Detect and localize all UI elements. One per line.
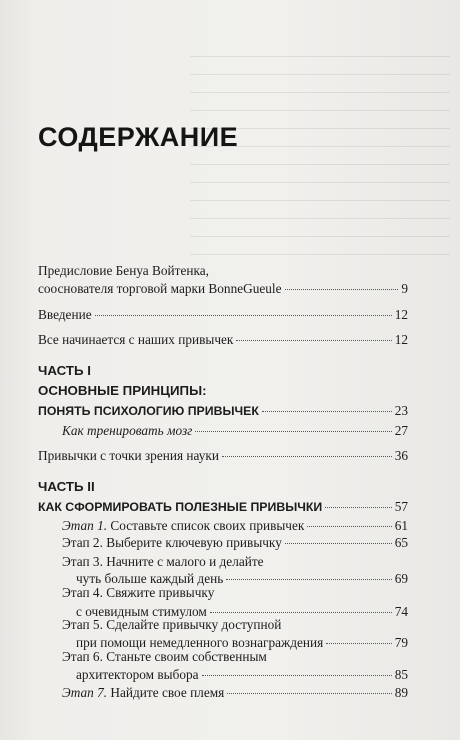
toc-page-number: 69 [394, 571, 408, 586]
toc-entry-preface-line1: Предисловие Бенуа Войтенка, [38, 263, 209, 278]
dot-leader [222, 456, 392, 457]
toc-page-number: 12 [394, 332, 408, 347]
toc-entry-step2[interactable] [62, 534, 408, 552]
toc-entry-label: архитектором выбора [76, 667, 199, 682]
toc-entry-part1[interactable] [38, 402, 408, 420]
dot-leader [226, 579, 391, 580]
toc-page-number: 79 [394, 635, 408, 650]
toc-entry-label: Найдите свое племя [110, 685, 225, 700]
toc-entry-step6[interactable] [76, 666, 408, 684]
toc-entry-train-brain[interactable] [62, 422, 408, 440]
dot-leader [210, 612, 392, 613]
dot-leader [202, 675, 392, 676]
toc-page-number: 23 [394, 403, 408, 418]
part2-label: ЧАСТЬ II [38, 479, 95, 494]
toc-entry-label: Как тренировать мозг [62, 423, 193, 438]
toc-entry-label: чуть больше каждый день [76, 571, 224, 586]
toc-entry-step1[interactable] [62, 517, 408, 535]
step-prefix: Этап 1. [62, 518, 108, 533]
toc-entry-label: Составьте список своих привычек [110, 518, 305, 533]
toc-page-number: 12 [394, 307, 408, 322]
toc-entry-science[interactable] [38, 447, 408, 465]
page-title: СОДЕРЖАНИЕ [38, 122, 239, 152]
toc-entry-label: с очевидным стимулом [76, 604, 207, 619]
dot-leader [236, 340, 391, 341]
toc-entry-step4-line1: Этап 4. Свяжите привычку [62, 585, 215, 600]
toc-entry-habits[interactable] [38, 331, 408, 349]
toc-entry-step6-line1: Этап 6. Станьте своим собственным [62, 649, 267, 664]
dot-leader [285, 289, 399, 290]
toc-page-number: 85 [394, 667, 408, 682]
dot-leader [307, 526, 391, 527]
toc-entry-step3-line1: Этап 3. Начните с малого и делайте [62, 554, 264, 569]
dot-leader [262, 411, 392, 412]
bleed-through-text [190, 40, 450, 270]
toc-page-number: 57 [394, 499, 408, 514]
dot-leader [326, 643, 391, 644]
dot-leader [285, 543, 392, 544]
toc-entry-label: при помощи немедленного вознаграждения [76, 635, 324, 650]
toc-entry-label: Все начинается с наших привычек [38, 332, 234, 347]
part1-title-line2: ПОНЯТЬ ПСИХОЛОГИЮ ПРИВЫЧЕК [38, 404, 259, 418]
toc-page-number: 89 [394, 685, 408, 700]
toc-entry-part2[interactable] [38, 498, 408, 516]
toc-page-number: 65 [394, 535, 408, 550]
part1-label: ЧАСТЬ I [38, 363, 91, 378]
dot-leader [325, 507, 391, 508]
toc-entry-step7[interactable] [62, 684, 408, 702]
part2-title: КАК СФОРМИРОВАТЬ ПОЛЕЗНЫЕ ПРИВЫЧКИ [38, 500, 323, 514]
toc-page-number: 27 [394, 423, 408, 438]
dot-leader [227, 693, 391, 694]
dot-leader [95, 315, 392, 316]
toc-page-number: 74 [394, 604, 408, 619]
step-prefix: Этап 7. [62, 685, 108, 700]
toc-entry-label: Привычки с точки зрения науки [38, 448, 219, 463]
part1-title-line1: ОСНОВНЫЕ ПРИНЦИПЫ: [38, 383, 207, 398]
toc-entry-label: Введение [38, 307, 92, 322]
toc-entry-label: сооснователя торговой марки BonneGueule [38, 281, 282, 296]
toc-entry-step5-line1: Этап 5. Сделайте привычку доступной [62, 617, 282, 632]
dot-leader [195, 431, 391, 432]
toc-entry-introduction[interactable] [38, 306, 408, 324]
toc-page-number: 9 [401, 281, 408, 296]
toc-page-number: 61 [394, 518, 408, 533]
step-prefix: Этап 2. [62, 535, 103, 550]
toc-entry-label: Выберите ключевую привычку [106, 535, 282, 550]
toc-entry-preface[interactable] [38, 280, 408, 298]
toc-page-number: 36 [394, 448, 408, 463]
